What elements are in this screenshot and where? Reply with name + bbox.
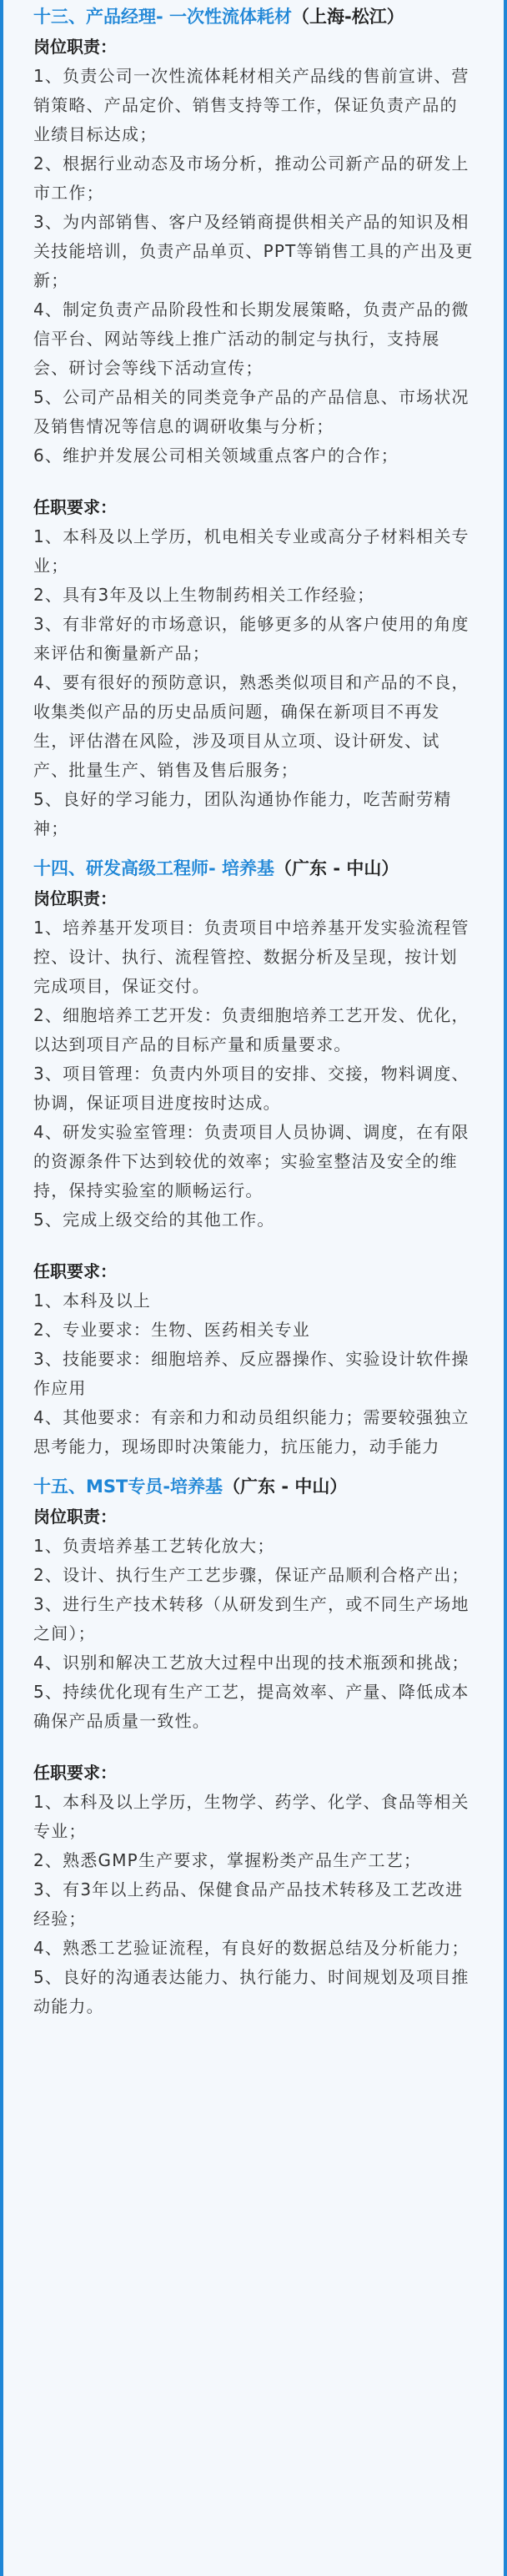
job-title-text: 十三、产品经理- 一次性流体耗材 bbox=[33, 7, 293, 27]
requirement-item: 4、要有很好的预防意识，熟悉类似项目和产品的不良，收集类似产品的历史品质问题，确保在新项目不再发生，评估潜在风险，涉及项目从立项、设计研发、试产、批量生产、销售及售后服务； bbox=[33, 672, 469, 780]
job-title-text: 十四、研发高级工程师- 培养基 bbox=[33, 858, 275, 878]
duty-item: 4、识别和解决工艺放大过程中出现的技术瓶颈和挑战； bbox=[33, 1653, 469, 1673]
job-section bbox=[33, 1470, 474, 2021]
requirement-item: 5、良好的沟通表达能力、执行能力、时间规划及项目推动能力。 bbox=[33, 1967, 469, 2016]
duty-item: 2、细胞培养工艺开发：负责细胞培养工艺开发、优化，以达到项目产品的目标产量和质量要求。 bbox=[33, 1005, 469, 1054]
requirement-item: 3、有3年以上药品、保健食品产品技术转移及工艺改进经验； bbox=[33, 1879, 464, 1929]
duty-item: 5、持续优化现有生产工艺，提高效率、产量、降低成本确保产品质量一致性。 bbox=[33, 1682, 469, 1731]
duties-block bbox=[33, 1502, 474, 1736]
spacer bbox=[33, 1744, 474, 1758]
duty-item: 5、公司产品相关的同类竞争产品的产品信息、市场状况及销售情况等信息的调研收集与分析； bbox=[33, 387, 469, 436]
duties-block bbox=[33, 883, 474, 1235]
duty-item: 3、为内部销售、客户及经销商提供相关产品的知识及相关技能培训，负责产品单页、PPT等销售工具的产出及更新； bbox=[33, 212, 474, 290]
job-location: （上海-松江） bbox=[292, 7, 404, 27]
duty-item: 5、完成上级交给的其他工作。 bbox=[33, 1210, 275, 1230]
duties-heading: 岗位职责： bbox=[33, 37, 117, 57]
requirement-item: 4、熟悉工艺验证流程，有良好的数据总结及分析能力； bbox=[33, 1938, 469, 1958]
requirements-block bbox=[33, 492, 474, 843]
job-location: （广东 - 中山） bbox=[223, 1477, 348, 1497]
job-title bbox=[33, 0, 474, 32]
duty-item: 4、研发实验室管理：负责项目人员协调、调度，在有限的资源条件下达到较优的效率；实验室整洁及安全的维持，保持实验室的顺畅运行。 bbox=[33, 1122, 469, 1200]
duty-item: 2、根据行业动态及市场分析，推动公司新产品的研发上市工作； bbox=[33, 153, 469, 203]
requirements-heading: 任职要求： bbox=[33, 1763, 117, 1783]
duty-item: 1、负责公司一次性流体耗材相关产品线的售前宣讲、营销策略、产品定价、销售支持等工作，保证负责产品的业绩目标达成； bbox=[33, 66, 469, 144]
job-title bbox=[33, 852, 474, 883]
requirement-item: 5、良好的学习能力，团队沟通协作能力，吃苦耐劳精神； bbox=[33, 789, 452, 838]
requirement-item: 4、其他要求：有亲和力和动员组织能力；需要较强独立思考能力，现场即时决策能力，抗压能力，动手能力 bbox=[33, 1407, 469, 1457]
spacer bbox=[33, 479, 474, 492]
duties-heading: 岗位职责： bbox=[33, 1507, 117, 1527]
requirement-item: 2、熟悉GMP生产要求，掌握粉类产品生产工艺； bbox=[33, 1850, 422, 1870]
duty-item: 1、培养基开发项目：负责项目中培养基开发实验流程管控、设计、执行、流程管控、数据分析及呈现，按计划完成项目，保证交付。 bbox=[33, 918, 469, 996]
job-title bbox=[33, 1470, 474, 1502]
duty-item: 1、负责培养基工艺转化放大； bbox=[33, 1536, 275, 1556]
duties-heading: 岗位职责： bbox=[33, 888, 117, 908]
requirement-item: 1、本科及以上 bbox=[33, 1291, 152, 1311]
job-title-text: 十五、MST专员-培养基 bbox=[33, 1477, 223, 1497]
requirements-heading: 任职要求： bbox=[33, 1261, 117, 1281]
requirement-item: 2、具有3年及以上生物制药相关工作经验； bbox=[33, 585, 375, 605]
duty-item: 2、设计、执行生产工艺步骤，保证产品顺利合格产出； bbox=[33, 1565, 469, 1585]
requirement-item: 3、技能要求：细胞培养、反应器操作、实验设计软件操作应用 bbox=[33, 1349, 469, 1398]
requirements-block bbox=[33, 1758, 474, 2021]
requirements-block bbox=[33, 1256, 474, 1462]
duty-item: 3、项目管理：负责内外项目的安排、交接，物料调度、协调，保证项目进度按时达成。 bbox=[33, 1064, 469, 1113]
spacer bbox=[33, 1243, 474, 1256]
requirement-item: 1、本科及以上学历，机电相关专业或高分子材料相关专业； bbox=[33, 526, 469, 576]
job-section bbox=[33, 0, 474, 843]
requirements-heading: 任职要求： bbox=[33, 497, 117, 517]
duties-block bbox=[33, 32, 474, 470]
requirement-item: 1、本科及以上学历，生物学、药学、化学、食品等相关专业； bbox=[33, 1792, 469, 1841]
requirement-item: 3、有非常好的市场意识，能够更多的从客户使用的角度来评估和衡量新产品； bbox=[33, 614, 469, 663]
duty-item: 6、维护并发展公司相关领域重点客户的合作； bbox=[33, 445, 399, 465]
duty-item: 3、进行生产技术转移（从研发到生产，或不同生产场地之间）； bbox=[33, 1594, 469, 1643]
job-section bbox=[33, 852, 474, 1462]
requirement-item: 2、专业要求：生物、医药相关专业 bbox=[33, 1320, 310, 1340]
duty-item: 4、制定负责产品阶段性和长期发展策略，负责产品的微信平台、网站等线上推广活动的制定与执行，支持展会、研讨会等线下活动宣传； bbox=[33, 299, 469, 378]
job-location: （广东 - 中山） bbox=[274, 858, 399, 878]
